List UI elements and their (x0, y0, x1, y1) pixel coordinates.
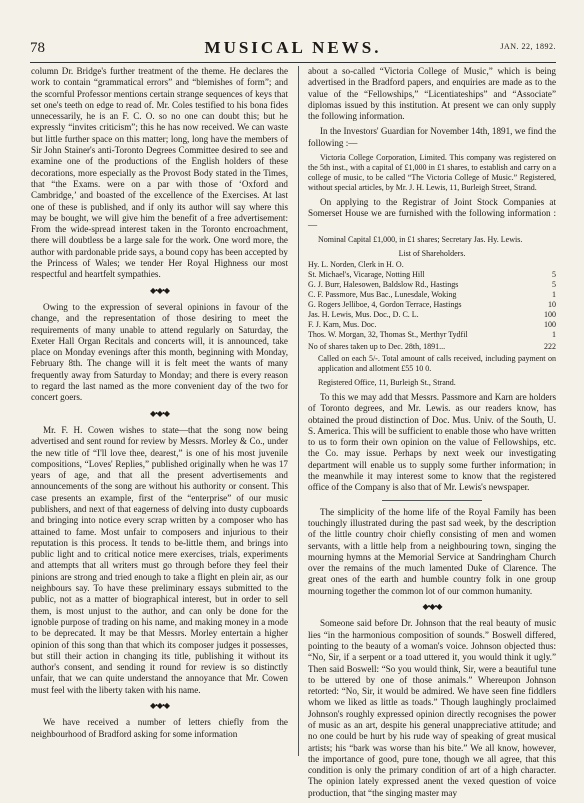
issue-date: JAN. 22, 1892. (500, 42, 556, 51)
ornament-divider: ◆•◆•◆ (422, 602, 442, 612)
shareholder-row (308, 330, 556, 340)
shareholder-name: G. J. Burr, Halesowen, Baldslow Rd., Hastings (308, 279, 459, 289)
shareholder-name: C. F. Passmore, Mus Bac., Lunesdale, Woking (308, 289, 457, 299)
paragraph: Mr. F. H. Cowen wishes to state—that the song now being advertised and sent round for review by Messrs. Morley & Co., under the new title of “I'll love thee, dearest,” is one of his most juvenile compositions, “Loves' Replies,” published originally when he was 17 years of age, and that all the present advertisements and announcements of the song are without his authority or consent. This case presents an example, first of the “enterprise” of our music publishers, and next of that eagerness of delving into dusty cupboards and bringing into notice every scrap written by a composer who has attained to fame. Most unfair to composers and injurious to their reputation is this process. It tends to be-little them, and brings into public light and to critical notice mere exercises, trials, experiments and attempts that all writers must go through before they feel their pinions are strong and tried enough to take a flight en plein air, as our neighbours say. To have these preliminary essays submitted to the public, not as a matter of biographical interest, but in order to sell them, is most unjust to the author, and can only be done for the ignoble purpose of trading on his name, and making money in a mode to be deprecated. It may be that Messrs. Morley entertain a higher opinion of this song than that which its composer judges it possesses, but still their action in changing its title, publishing it without its author's consent, and sending it round for review is so distinctly unfair, that we can quite understand the annoyance that Mr. Cowen must feel with the liberty taken with his name. (31, 424, 288, 695)
shareholder-shares: 1 (552, 289, 556, 299)
shareholder-name: F. J. Karn, Mus. Doc. (308, 319, 377, 329)
paragraph: Someone said before Dr. Johnson that the real beauty of music lies “in the harmonious composition of sounds.” Boswell differed, pointing to the beauty of a woman's voice. Johnson objected thus: “No, Sir, if a serpent or a toad uttered it, you would think it ugly.” Then said Boswell: “So you would think, Sir, were a beautiful tune to be uttered by one of those animals.” Whereupon Johnson retorted: “No, Sir, it would be admired. We have seen fine fiddlers whom we liked as little as toads.” Though laughingly proclaimed Johnson's roughly expressed opinion directly recognises the power of music as an art, despite his general unappreciative attitude; and no one could be hurt by his rude way of speaking of great musical artists; his “bark was worse than his bite.” We all know, however, the importance of good, pure tone, though we all agree, that this condition is only the primary condition of art of a high character. The opinion lately expressed anent the vexed question of voice production, that “the singing master may (308, 618, 556, 798)
paragraph: In the Investors' Guardian for November 14th, 1891, we find the following :— (308, 126, 556, 148)
shareholder-row (308, 280, 556, 290)
shareholder-shares: 100 (544, 309, 556, 319)
shares-line: No of shares taken up to Dec. 28th, 1891... (308, 341, 446, 351)
paragraph: Owing to the expression of several opinions in favour of the change, and the representation of those desiring to meet the requirements of many unable to attend regularly on Saturday, the Exeter Hall Organ Recitals and concerts will, it is announced, take place on Monday evenings after this month, beginning with Monday, February 8th. The change will it is felt meet the wants of many frequently away from Saturday to Monday; and there is every reason to regard the last named as the more convenient day of the two for concert goers. (31, 301, 288, 403)
shareholder-shares: 5 (552, 269, 556, 279)
office-line: Registered Office, 11, Burleigh St., Strand. (318, 377, 456, 387)
shareholder-name: Thos. W. Morgan, 32, Thomas St., Merthyr Tydfil (308, 329, 468, 339)
shareholder-shares: 1 (552, 329, 556, 339)
shares-total: 222 (544, 341, 556, 351)
masthead-title: MUSICAL NEWS. (204, 38, 382, 57)
paragraph: column Dr. Bridge's further treatment of the theme. He declares the work to contain “grammatical errors” and “blemishes of form”; and the scornful Professor mentions certain strange sequences of keys that set one's teeth on edge to read of. Mr. Coles testified to his bona fides unnecessarily, he is an F. C. O. so no one can doubt this; but he expressly “invites criticism”; this he has now received. We can waste but little further space on this matter; long, long have the members of Sir John Stainer's anti-Toronto Degrees Committee desired to see and examine one of the productions of the English holders of these decorations, more especially as the Provost Body stated in the Times, that “the Exams. were on a par with those of ‘Oxford and Cambridge,’ and boasted of the excellence of the Exercises. At last one of these is published, and if only its author will say where this may be bought, we will give him the benefit of a free advertisement: From the wide-spread interest taken in the Toronto encroachment, there will doubtless be a large sale for the work. One word more, the author with pardonable pride says, a bound copy has been accepted by the Princess of Wales; we tender Her Royal Highness our most respectful and heartfelt sympathies. (31, 66, 288, 280)
right-column (308, 66, 556, 803)
paragraph: On applying to the Registrar of Joint Stock Companies at Somerset House we are furnished with the following information :— (308, 197, 556, 230)
page-header (30, 38, 556, 58)
shareholder-shares (534, 260, 556, 270)
header-rule (30, 62, 556, 63)
paragraph: about a so-called “Victoria College of Music,” which is being advertised in the Bradford papers, and enquiries are made as to the value of the “Fellowships,” “Licentiateships” and “Associate” diplomas issued by this institution. At present we can only supply the following information. (308, 66, 556, 122)
ornament-divider: ◆•◆•◆ (149, 408, 170, 418)
shareholder-shares: 5 (552, 279, 556, 289)
shareholder-row (308, 320, 556, 330)
calls-line: Called on each 5/-. Total amount of calls received, including payment on application and allotment £55 10 0. (318, 353, 556, 373)
shareholder-row (308, 260, 556, 270)
shareholder-name: Hy. L. Norden, Clerk in H. O. (308, 259, 404, 269)
shareholders-table (308, 260, 556, 340)
paragraph: To this we may add that Messrs. Passmore and Karn are holders of Toronto degrees, and Mr. Lewis. as our readers know, has obtained the proud distinction of Doc. Mus. Univ. of the South, U. S. America. This will be sufficient to enable those who have written to us to form their own opinion on the value of Fellowships, etc. the Co. may issue. Perhaps by next week our investigating department will enable us to supply some further information; in the meanwhile it may interest some to know that the registered office of the Company is also that of Mr. Lewis's newspaper. (308, 391, 556, 493)
page-number: 78 (30, 40, 45, 56)
ornament-divider: ◆•◆•◆ (149, 701, 170, 711)
shareholder-name: Jas. H. Lewis, Mus. Doc., D. C. L. (308, 309, 419, 319)
shareholder-shares: 10 (548, 299, 556, 309)
shareholder-name: St. Michael's, Vicarage, Notting Hill (308, 269, 425, 279)
shareholder-name: G. Rogers Jelliboe, 4, Gordon Terrace, Hastings (308, 299, 462, 309)
ornament-divider: ◆•◆•◆ (149, 285, 170, 295)
paragraph: We have received a number of letters chiefly from the neighbourhood of Bradford asking for some information (31, 717, 288, 739)
shares-total-row (308, 342, 556, 352)
rule-divider (382, 500, 482, 501)
shareholder-row (308, 310, 556, 320)
quoted-notice: Victoria College Corporation, Limited. This company was registered on the 5th inst., with a capital of £1,000 in £1 shares, to establish and carry on a college of music, to be called “The Victoria College of Music.” Registered, without special articles, by Mr. J. H. Lewis, 11, Burleigh Street, Strand. (308, 153, 556, 193)
shareholder-row (308, 300, 556, 310)
capital-line: Nominal Capital £1,000, in £1 shares; Secretary Jas. Hy. Lewis. (318, 234, 523, 244)
column-divider (298, 66, 299, 756)
shareholder-row (308, 270, 556, 280)
paragraph: The simplicity of the home life of the Royal Family has been touchingly illustrated during the past sad week, by the description of the little country choir chiefly consisting of men and women servants, with a little help from a neighbouring town, singing the mourning hymns at the Memorial Service at Sandringham Church over the remains of the much lamented Duke of Clarence. The great ones of the earth and humble country folk in one group mourning together the common lot of our common humanity. (308, 506, 556, 596)
shareholders-heading: List of Shareholders. (398, 248, 466, 258)
shareholder-shares: 100 (544, 319, 556, 329)
left-column (31, 66, 288, 744)
shareholder-row (308, 290, 556, 300)
